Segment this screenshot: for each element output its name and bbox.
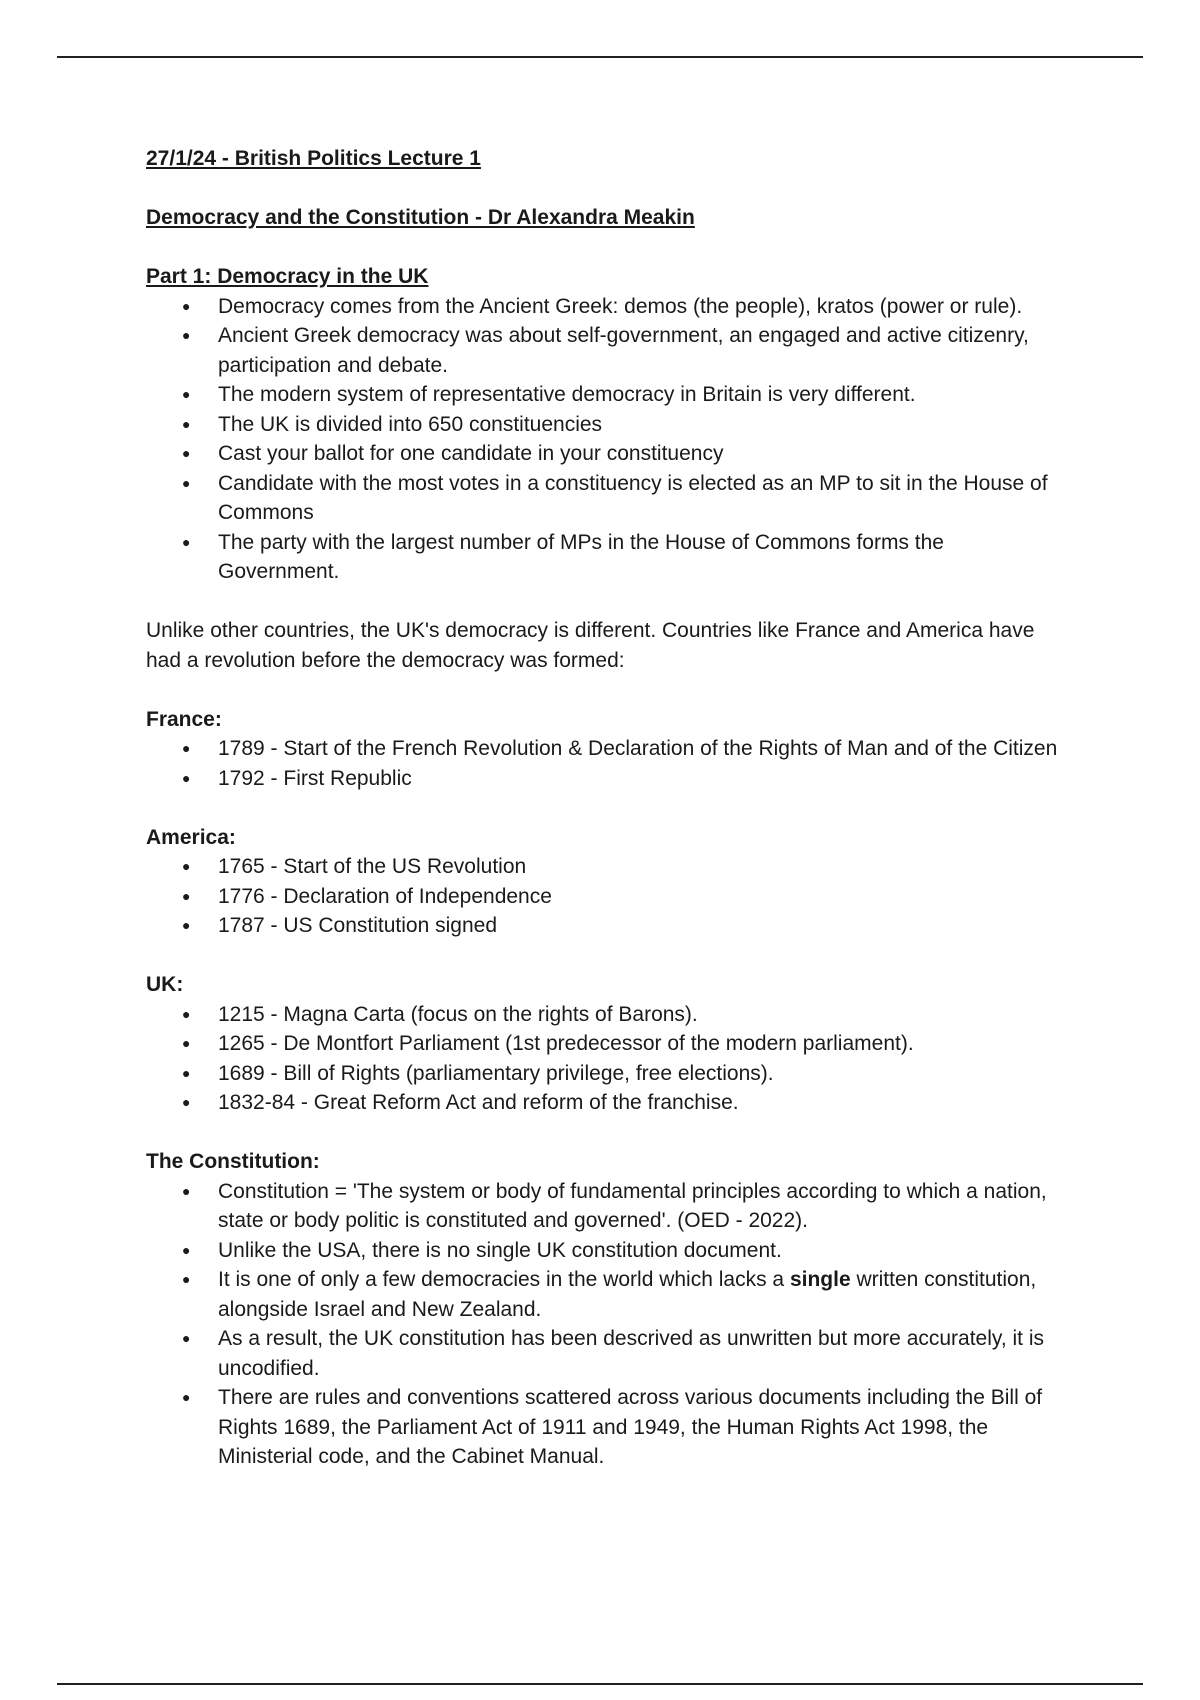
list-item: ● 1787 - US Constitution signed (146, 911, 1066, 941)
list-item: ● Unlike the USA, there is no single UK constitution document. (146, 1236, 1066, 1266)
list-item: ● Cast your ballot for one candidate in your constituency (146, 439, 1066, 469)
america-list (146, 852, 1066, 941)
bold-emphasis: single (789, 1268, 851, 1291)
document-title: 27/1/24 - British Politics Lecture 1 (146, 147, 481, 170)
list-item: ● 1792 - First Republic (146, 764, 1066, 794)
top-rule (57, 56, 1143, 58)
list-item: ● The modern system of representative democracy in Britain is very different. (146, 380, 1066, 410)
list-item: ● The UK is divided into 650 constituencies (146, 410, 1066, 440)
part1-list (146, 292, 1066, 587)
part1-heading: Part 1: Democracy in the UK (146, 265, 429, 288)
uk-heading: UK: (146, 973, 184, 996)
list-item: ● Ancient Greek democracy was about self-government, an engaged and active citizenry, participation and debate. (146, 321, 1066, 380)
list-item: ● 1765 - Start of the US Revolution (146, 852, 1066, 882)
list-item (146, 1265, 1066, 1324)
document-body (146, 144, 1066, 1472)
bullet-text: It is one of only a few democracies in the world which lacks a (218, 1268, 790, 1291)
list-item: ● The party with the largest number of MPs in the House of Commons forms the Government. (146, 528, 1066, 587)
france-list (146, 734, 1066, 793)
america-heading: America: (146, 825, 236, 849)
intro-paragraph: Unlike other countries, the UK's democracy is different. Countries like France and America have had a revolution before the democracy was formed: (146, 619, 1035, 672)
list-item: ● 1832-84 - Great Reform Act and reform of the franchise. (146, 1088, 1066, 1118)
bullet-text: written constitution, alongside Israel and New Zealand. (218, 1268, 1037, 1321)
uk-list (146, 1000, 1066, 1118)
list-item: ● 1689 - Bill of Rights (parliamentary privilege, free elections). (146, 1059, 1066, 1089)
list-item: ● 1215 - Magna Carta (focus on the rights of Barons). (146, 1000, 1066, 1030)
list-item: ● As a result, the UK constitution has been descrived as unwritten but more accurately, it is uncodified. (146, 1324, 1066, 1383)
list-item: ● 1776 - Declaration of Independence (146, 882, 1066, 912)
list-item: ● Democracy comes from the Ancient Greek: demos (the people), kratos (power or rule). (146, 292, 1066, 322)
list-item: ● 1789 - Start of the French Revolution & Declaration of the Rights of Man and of the Citizen (146, 734, 1066, 764)
bottom-rule (57, 1683, 1143, 1685)
constitution-list (146, 1177, 1066, 1472)
constitution-heading: The Constitution: (146, 1150, 320, 1173)
list-item: ● 1265 - De Montfort Parliament (1st predecessor of the modern parliament). (146, 1029, 1066, 1059)
document-subtitle: Democracy and the Constitution - Dr Alexandra Meakin (146, 206, 695, 229)
list-item: ● Constitution = 'The system or body of fundamental principles according to which a nation, state or body politic is constituted and governed'. (OED - 2022). (146, 1177, 1066, 1236)
list-item: ● There are rules and conventions scattered across various documents including the Bill of Rights 1689, the Parliament Act of 1911 and 1949, the Human Rights Act 1998, the Ministerial code, and the Cabinet Manual. (146, 1383, 1066, 1472)
list-item: ● Candidate with the most votes in a constituency is elected as an MP to sit in the House of Commons (146, 469, 1066, 528)
france-heading: France: (146, 707, 222, 731)
